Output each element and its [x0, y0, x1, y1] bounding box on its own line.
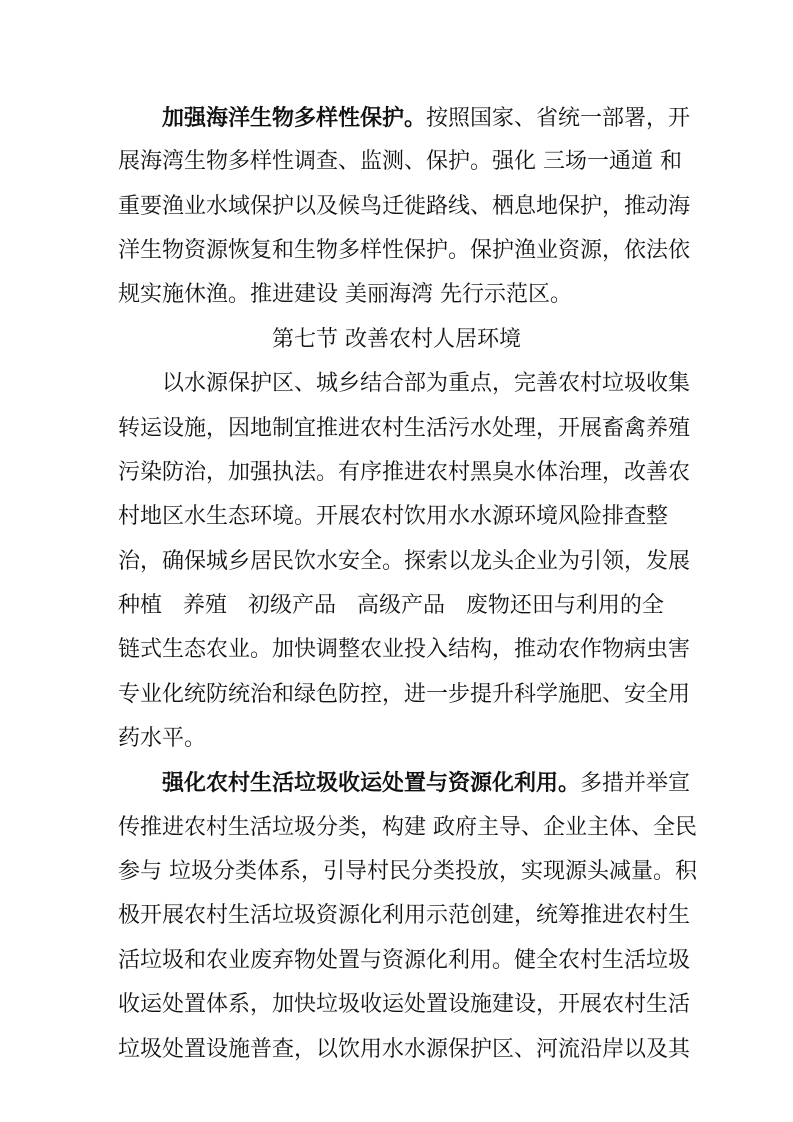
section-heading: 第七节 改善农村人居环境 [272, 327, 521, 352]
paragraph-3-line-3: 参与 垃圾分类体系，引导村民分类投放，实现源头减量。积 [118, 859, 697, 884]
paragraph-2-line-2: 转运设施，因地制宜推进农村生活污水处理，开展畜禽养殖 [118, 416, 691, 441]
paragraph-2-line-6: 种植 养殖 初级产品 高级产品 废物还田与利用的全 [118, 593, 664, 618]
paragraph-3-line-1 [162, 764, 691, 802]
paragraph-3-line-5: 活垃圾和农业废弃物处置与资源化利用。健全农村生活垃圾 [118, 948, 691, 973]
paragraph-3-bold-lead: 强化农村生活垃圾收运处置与资源化利用。 [162, 770, 581, 796]
paragraph-2-line-3: 污染防治，加强执法。有序推进农村黑臭水体治理，改善农 [118, 460, 691, 485]
paragraph-3-line-4: 极开展农村生活垃圾资源化利用示范创建，统筹推进农村生 [118, 903, 691, 928]
paragraph-2-line-1: 以水源保护区、城乡结合部为重点，完善农村垃圾收集 [162, 371, 691, 396]
paragraph-2-line-8: 专业化统防统治和绿色防控，进一步提升科学施肥、安全用 [118, 682, 691, 707]
paragraph-1-line-5: 规实施休渔。推进建设 美丽海湾 先行示范区。 [118, 282, 572, 307]
paragraph-3-line-7: 垃圾处置设施普查，以饮用水水源保护区、河流沿岸以及其 [118, 1037, 691, 1062]
paragraph-1-line-3: 重要渔业水域保护以及候鸟迁徙路线、栖息地保护，推动海 [118, 194, 691, 219]
paragraph-2-line-5: 治，确保城乡居民饮水安全。探索以龙头企业为引领，发展 [118, 549, 691, 574]
paragraph-2-line-4: 村地区水生态环境。开展农村饮用水水源环境风险排查整 [118, 504, 669, 529]
paragraph-1-line-4: 洋生物资源恢复和生物多样性保护。保护渔业资源，依法依 [118, 238, 691, 263]
paragraph-1-line-2: 展海湾生物多样性调查、监测、保护。强化 三场一通道 和 [118, 149, 682, 174]
paragraph-1-line-1-text: 按照国家、省统一部署，开 [426, 106, 691, 131]
paragraph-2-line-9: 药水平。 [118, 726, 207, 751]
paragraph-3-line-1-text: 多措并举宣 [580, 771, 691, 796]
paragraph-3-line-2: 传推进农村生活垃圾分类，构建 政府主导、企业主体、全民 [118, 815, 697, 840]
paragraph-1-bold-lead: 加强海洋生物多样性保护。 [162, 105, 427, 131]
paragraph-3-line-6: 收运处置体系，加快垃圾收运处置设施建设，开展农村生活 [118, 992, 691, 1017]
paragraph-1-line-1 [162, 99, 691, 137]
paragraph-2-line-7: 链式生态农业。加快调整农业投入结构，推动农作物病虫害 [118, 637, 691, 662]
